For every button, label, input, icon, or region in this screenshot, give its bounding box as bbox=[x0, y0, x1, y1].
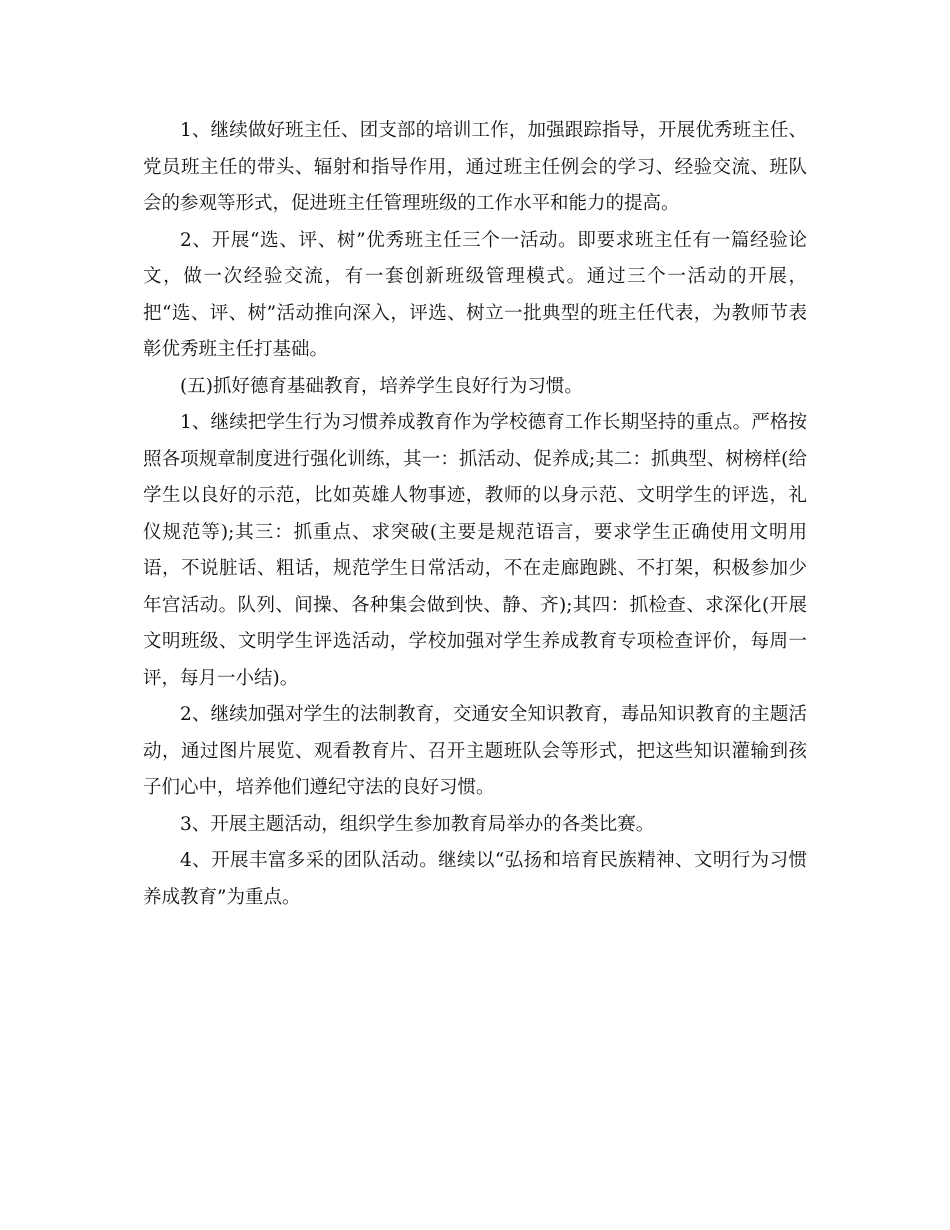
document-body bbox=[143, 113, 807, 916]
paragraph-theme-activities: 3、开展主题活动，组织学生参加教育局举办的各类比赛。 bbox=[180, 813, 655, 835]
section-heading-moral-education: (五)抓好德育基础教育，培养学生良好行为习惯。 bbox=[180, 375, 583, 397]
paragraph-legal-education: 2、继续加强对学生的法制教育，交通安全知识教育，毒品知识教育的主题活动，通过图片展览、观看教育片、召开主题班队会等形式，把这些知识灌输到孩子们心中，培养他们遵纪守法的良好习惯。 bbox=[143, 704, 807, 798]
paragraph-behavior-habits: 1、继续把学生行为习惯养成教育作为学校德育工作长期坚持的重点。严格按照各项规章制度进行强化训练，其一：抓活动、促养成;其二：抓典型、树榜样(给学生以良好的示范，比如英雄人物事迹，教师的以身示范、文明学生的评选，礼仪规范等);其三：抓重点、求突破(主要是规范语言，要求学生正确使用文明用语，不说脏话、粗话，规范学生日常活动，不在走廊跑跳、不打架，积极参加少年宫活动。队列、间操、各种集会做到快、静、齐);其四：抓检查、求深化(开展文明班级、文明学生评选活动，学校加强对学生养成教育专项检查评价，每周一评，每月一小结)。 bbox=[143, 412, 807, 689]
paragraph-select-evaluate-establish: 2、开展“选、评、树”优秀班主任三个一活动。即要求班主任有一篇经验论文，做一次经验交流，有一套创新班级管理模式。通过三个一活动的开展，把“选、评、树”活动推向深入，评选、树立一批典型的班主任代表，为教师节表彰优秀班主任打基础。 bbox=[143, 229, 807, 360]
paragraph-team-activities: 4、开展丰富多采的团队活动。继续以“弘扬和培育民族精神、文明行为习惯养成教育”为重点。 bbox=[143, 850, 807, 908]
paragraph-class-teacher-training: 1、继续做好班主任、团支部的培训工作，加强跟踪指导，开展优秀班主任、党员班主任的带头、辐射和指导作用，通过班主任例会的学习、经验交流、班队会的参观等形式，促进班主任管理班级的工作水平和能力的提高。 bbox=[143, 120, 807, 214]
